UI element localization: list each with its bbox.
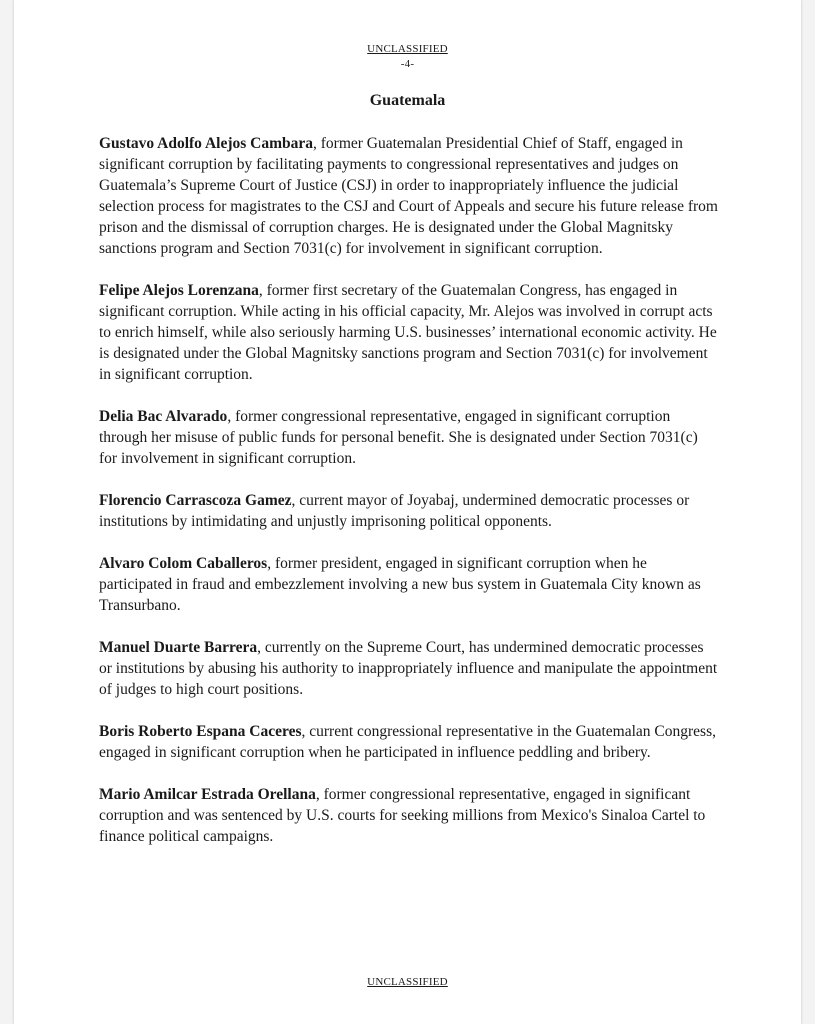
classification-marking-bottom [0,976,815,988]
entry-paragraph [99,280,719,385]
entry-paragraph [99,133,719,259]
entries-list [99,133,719,868]
entry-text: , former first secretary of the Guatemalan Congress, has engaged in significant corruption. While acting in his official capacity, Mr. Alejos was involved in corrupt acts to enrich himself, while also seriously harming U.S. businesses’ international economic activity. He is designated under the Global Magnitsky sanctions program and Section 7031(c) for involvement in significant corruption. [99,282,717,383]
classification-marking-top-text: UNCLASSIFIED [367,43,448,55]
entry-paragraph [99,490,719,532]
entry-text: , former congressional representative, engaged in significant corruption and was sentenced by U.S. courts for seeking millions from Mexico's Sinaloa Cartel to finance political campaigns. [99,786,706,845]
entry-name: Delia Bac Alvarado [99,408,228,425]
entry-text: , former congressional representative, engaged in significant corruption through her misuse of public funds for personal benefit. She is designated under Section 7031(c) for involvement in significant corruption. [99,408,698,467]
country-heading: Guatemala [369,92,446,109]
entry-text: , current mayor of Joyabaj, undermined democratic processes or institutions by intimidating and unjustly imprisoning political opponents. [99,492,690,530]
entry-text: , currently on the Supreme Court, has undermined democratic processes or institutions by abusing his authority to inappropriately influence and manipulate the appointment of judges to high court positions. [99,639,718,698]
entry-paragraph [99,721,719,763]
entry-paragraph [99,784,719,847]
entry-name: Gustavo Adolfo Alejos Cambara [99,135,313,152]
entry-name: Manuel Duarte Barrera [99,639,258,656]
entry-text: , former Guatemalan Presidential Chief of Staff, engaged in significant corruption by facilitating payments to congressional representatives and judges on Guatemala’s Supreme Court of Justice (CSJ) in order to inappropriately influence the judicial selection process for magistrates to the CSJ and Court of Appeals and secure his future release from prison and the dismissal of corruption charges. He is designated under the Global Magnitsky sanctions program and Section 7031(c) for involvement in significant corruption. [99,135,718,257]
entry-text: , current congressional representative in the Guatemalan Congress, engaged in significant corruption when he participated in influence peddling and bribery. [99,723,716,761]
entry-name: Felipe Alejos Lorenzana [99,282,259,299]
page-number [0,58,815,70]
entry-name: Alvaro Colom Caballeros [99,555,268,572]
entry-name: Mario Amilcar Estrada Orellana [99,786,316,803]
entry-paragraph [99,553,719,616]
entry-paragraph [99,406,719,469]
classification-marking-bottom-text: UNCLASSIFIED [367,976,448,988]
entry-name: Florencio Carrascoza Gamez [99,492,292,509]
page-number-text: -4- [400,58,415,70]
classification-marking-top [0,43,815,55]
entry-paragraph [99,637,719,700]
entry-name: Boris Roberto Espana Caceres [99,723,302,740]
entry-text: , former president, engaged in significant corruption when he participated in fraud and embezzlement involving a new bus system in Guatemala City known as Transurbano. [99,555,701,614]
